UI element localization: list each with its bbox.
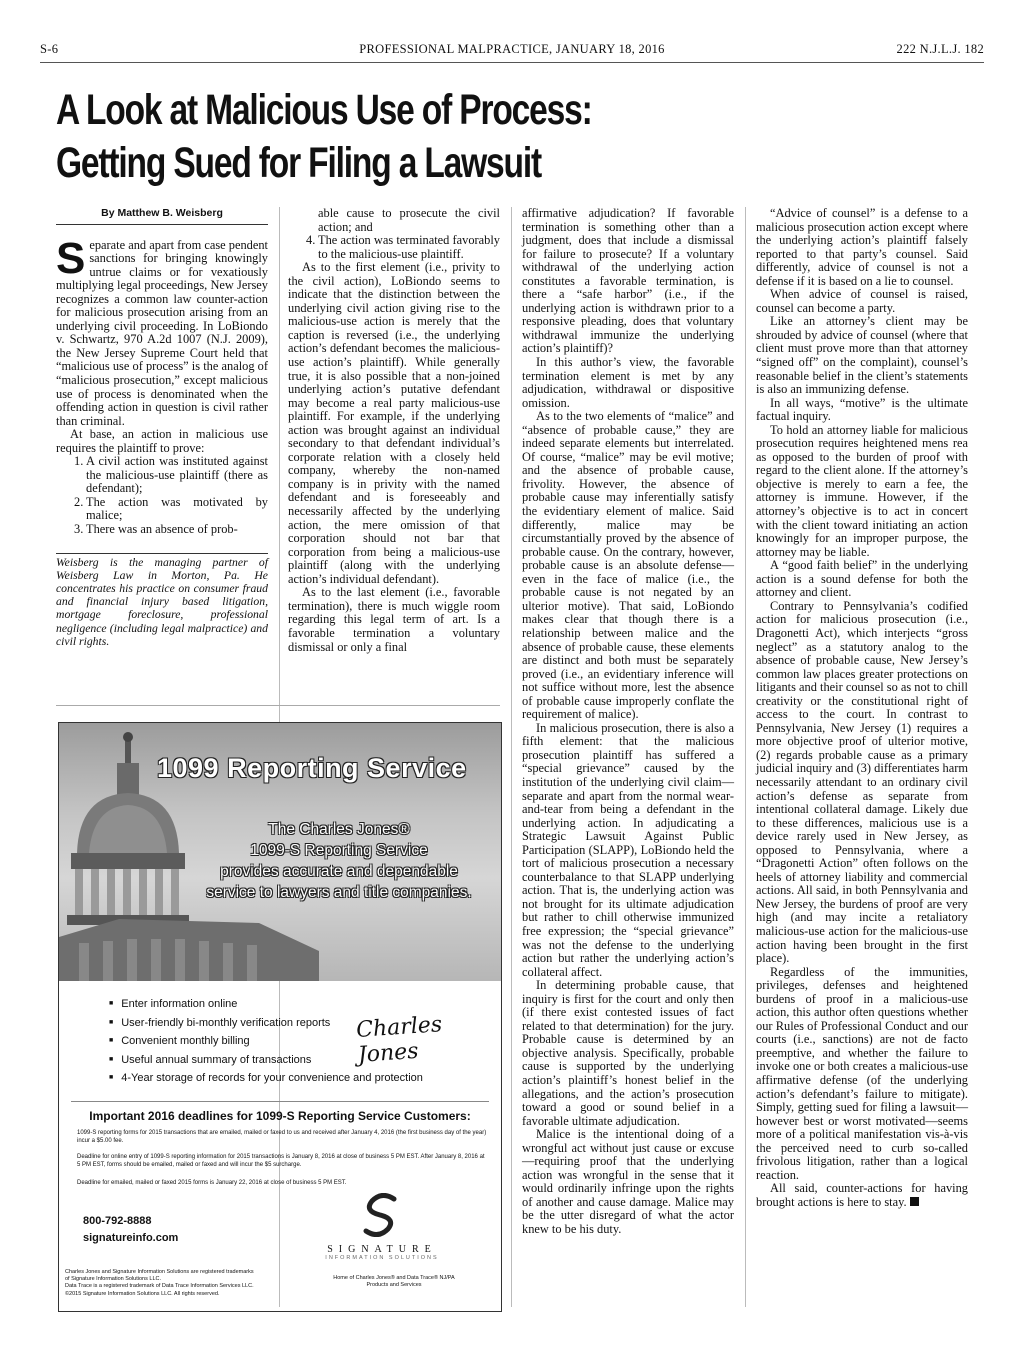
- signature-logo: [307, 1193, 457, 1261]
- logo-tagline: INFORMATION SOLUTIONS: [325, 1255, 439, 1261]
- article-paragraph: All said, counter-actions for having brought actions is here to stay.: [756, 1181, 968, 1209]
- article-paragraph: As to the last element (i.e., favorable termination), there is much wiggle room regarding this legal term of art. Is a favorable termination a voluntary dismissal or only a final: [288, 585, 500, 654]
- deadline-note: 1099-S reporting forms for 2015 transactions that are emailed, mailed or faxed to us and received after January 4, 2016 (the first business day of the year) incur a $5.00 fee.: [77, 1130, 487, 1144]
- ad-title: 1099 Reporting Service: [157, 753, 467, 783]
- elements-list: [56, 455, 268, 536]
- article-paragraph: To hold an attorney liable for malicious prosecution requires heightened mens rea as opposed to the burden of proof with regard to the client alone. If the attorney’s objective is merely to earn a fee, the attorney is immune. However, if the attorney’s objective is to act in concert with the client toward initiating an action knowingly for an improper purpose, the attorney may be liable.: [756, 422, 968, 559]
- publication-date: PROFESSIONAL MALPRACTICE, JANUARY 18, 2016: [359, 42, 665, 56]
- article-paragraph: Contrary to Pennsylvania’s codified action for malicious prosecution (i.e., Dragonetti Act), which interjects “gross neglect” as a statutory analog to the absence of probable cause, New Jersey’s common law places greater protections on litigants and their counsel so as not to chill creativity or the constitutional right of access to the court. In contrast to Pennsylvania, New Jersey (1) requires a more objective proof of ulterior motive, (2) regards probable cause as a primary judicial inquiry and (3) differentiates harm necessarily attendant to an ordinary civil action’s defense as separate from intentional collateral damage. Likely due to these differences, malicious use is a device rarely used in New Jersey, as opposed to Pennsylvania, where a “Dragonetti Action” often follows on the heels of attorney liability and commercial actions. All said, in both Pennsylvania and New Jersey, the burdens of proof are very high (and may incite a retaliatory malicious-use action for the malicious-use action having been brought in the first place).: [756, 598, 968, 966]
- drop-cap: S: [56, 233, 86, 283]
- article-column-1: [56, 207, 268, 648]
- list-item: ■ Useful annual summary of transactions: [109, 1051, 423, 1070]
- list-item: ■ 4-Year storage of records for your convenience and protection: [109, 1069, 423, 1088]
- bio-rule: [56, 553, 268, 554]
- advertisement[interactable]: [58, 722, 502, 1312]
- running-header: [40, 42, 984, 62]
- article-paragraph: “Advice of counsel” is a defense to a malicious prosecution action except where the underlying action’s plaintiff falsely reported to that party’s counsel. Said differently, advice of counsel is not a defense if it is based on a lie to counsel.: [756, 206, 968, 288]
- article-paragraph: A “good faith belief” in the underlying action is a sound defense for both the attorney and client.: [756, 558, 968, 600]
- ad-subtitle: The Charles Jones® 1099-S Reporting Service provides accurate and dependable service to lawyers and title companies.: [206, 821, 472, 901]
- article-paragraph: In malicious prosecution, there is also a fifth element: that the malicious prosecution plaintiff has suffered a “special grievance” caused by the institution of the underlying civil claim—separate and apart from the normal wear-and-tear from being a defendant in the underlying action. In adjudicating a Strategic Lawsuit Against Public Participation (SLAPP), LoBiondo held the tort of malicious prosecution a necessary counterbalance to that SLAPP underlying action. That is, the underlying action was not brought for its ultimate adjudication but rather to chill otherwise immunized free expression; the “special grievance” was not the defense to the underlying action but rather the underlying action’s collateral affect.: [522, 720, 734, 979]
- article-paragraph: affirmative adjudication? If favorable termination is something other than a judgment, does that include a dismissal for failure to prosecute? If a voluntary withdrawal of the underlying action constitutes a favorable termination, is there a “safe harbor” (i.e., if the underlying action is withdrawn prior to a responsive pleading, does that voluntary withdrawal immunize the underlying action’s plaintiff)?: [522, 206, 734, 356]
- legal-notice: Charles Jones and Signature Information Solutions are registered trademarks of Signature Information Solutions LLC. Data Trace is a registered trademark of Data Trace Information Services LLC. ©2015 Signature Information Solutions LLC. All rights reserved.: [65, 1269, 254, 1297]
- ad-rule: [71, 1101, 489, 1102]
- signature-s-logo-icon: [362, 1193, 402, 1237]
- author-bio: Weisberg is the managing partner of Weisberg Law in Morton, Pa. He concentrates his practice on consumer fraud and financial injury based litigation, mortgage foreclosure, professional negligence (including legal malpractice) and civil rights.: [56, 555, 268, 648]
- header-rule: [40, 62, 984, 63]
- website-link[interactable]: signatureinfo.com: [83, 1232, 179, 1244]
- signature: Charles Jones: [355, 1012, 443, 1068]
- column-rule: [745, 207, 746, 1307]
- article-paragraph: Malice is the intentional doing of a wrongful act without just cause or excuse—requiring proof that the underlying action was wrongful in the sense that it would ordinarily infringe upon the rights of another and cause damage. Malice may be the utter disregard of what the actor knew to be his duty.: [522, 1127, 734, 1237]
- article-paragraph: In this author’s view, the favorable termination element is met by any adjudication, withdrawal or dispositive omission.: [522, 355, 734, 410]
- list-item: 3. There was an absence of prob-: [74, 522, 238, 537]
- contact-block: [83, 1213, 178, 1247]
- article-paragraph: As to the first element (i.e., privity to the civil action), LoBiondo seems to indicate that the distinction between the underlying civil action giving rise to the malicious-use action is merely that the caption is reversed (i.e., the underlying action’s defendant becomes the malicious-use action’s plaintiff). While generally true, it is also possible that a non-joined underlying action’s putative defendant may become a real party malicious-use plaintiff. For example, if the underlying action was brought against an individual secondary to that defendant individual’s corporate relation with a closely held company, whereby the non-named company is in privity with the named defendant and is foreseeably and necessarily affected by the underlying action, the mere omission of that corporation should not bar that corporation from being a malicious-use plaintiff (along with the underlying action’s individual defendant).: [288, 260, 500, 586]
- deadline-note: Deadline for online entry of 1099-S reporting information for 2015 transactions is January 8, 2016 at close of business 5 PM EST. After January 8, 2016 at 5 PM EST, forms should be emailed, mailed or faxed and will incur the $5 surcharge.: [77, 1154, 485, 1168]
- deadline-note: Deadline for emailed, mailed or faxed 2015 forms is January 22, 2016 at close of business 5 PM EST.: [77, 1180, 347, 1186]
- column-rule: [511, 207, 512, 1307]
- article-column-4: [756, 207, 968, 1209]
- page-number: S-6: [40, 42, 59, 56]
- article-headline: A Look at Malicious Use of Process: Getting Sued for Filing a Lawsuit: [56, 86, 592, 187]
- list-item: 4. The action was terminated favorably to the malicious-use plaintiff.: [306, 233, 500, 261]
- article-paragraph: At base, an action in malicious use requires the plaintiff to prove:: [56, 427, 268, 455]
- article-paragraph: In determining probable cause, that inquiry is first for the court and only then (if there exist contested issues of fact related to that determination) for the jury. Probable cause is determined by an objective analysis. Specifically, probable cause is supported by the underlying action’s plaintiff’s honest belief in the allegations, and the action’s prosecution toward a good or sound belief in a favorable ultimate adjudication.: [522, 978, 734, 1128]
- list-item: 1. A civil action was instituted against the malicious-use plaintiff (there as defendant);: [74, 454, 268, 496]
- list-item: able cause to prosecute the civil action; and: [318, 206, 500, 234]
- list-item: ■ User-friendly bi-monthly verification reports: [109, 1014, 423, 1033]
- article-paragraph: Separate and apart from case pendent sanctions for bringing knowingly untrue claims or for vexatiously multiplying legal proceedings, New Jersey recognizes a common law counter-action for malicious prosecution arising from an underlying civil proceeding. In LoBiondo v. Schwartz, 970 A.2d 1007 (N.J. 2009), the New Jersey Supreme Court held that “malicious use of process” is the analog of “malicious prosecution,” except malicious use of process is denominated when the offending action in question is civil rather than criminal.: [56, 233, 268, 428]
- article-paragraph: Regardless of the immunities, privileges, defenses and heightened burdens of proof in a malicious-use action, this author often questions whether our Rules of Professional Conduct and our courts (i.e., sanctions) are not de facto preemptive, and whether the failure to invoke one or both creates a malicious-use affirmative defense (of the underlying action’s defendant’s failure to mitigate). Simply, getting sued for filing a lawsuit—however best or worst motivated—seems more of a political manifestation vis-à-vis the perceived need to curb so-called frivolous litigation, rather than a logical reaction.: [756, 964, 968, 1182]
- end-mark-icon: [910, 1197, 919, 1206]
- deadline-heading: Important 2016 deadlines for 1099-S Reporting Service Customers:: [89, 1109, 471, 1123]
- article-paragraph: When advice of counsel is raised, counsel can become a party.: [756, 287, 968, 315]
- list-item: ■ Convenient monthly billing: [109, 1032, 423, 1051]
- home-note: Home of Charles Jones® and Data Trace® NJ/PA Products and Services: [333, 1275, 455, 1289]
- byline: By Matthew B. Weisberg: [56, 207, 268, 225]
- list-item: 2. The action was motivated by malice;: [74, 494, 268, 523]
- article-column-2: [288, 207, 500, 654]
- article-paragraph: As to the two elements of “malice” and “absence of probable cause,” they are indeed separate elements but interrelated. Of course, “malice” may be evil motive; and the absence of probable cause, frivolity. However, the absence of probable cause may inferentially satisfy the evidentiary element of malice. Said differently, malice may be circumstantially proved by the absence of probable cause. On the contrary, however, probable cause is an absolute defense—even in the face of malice (i.e., the probable cause is not negated by an ulterior motive). That said, LoBiondo makes clear that though there is a relationship between malice and the absence of probable cause, these elements are distinct and both must be separately proved (i.e., an evidentiary inference will not suffice without more, lest the absence of probable cause improperly conflate the requirement of malice).: [522, 409, 734, 722]
- article-paragraph: In all ways, “motive” is the ultimate factual inquiry.: [756, 395, 968, 424]
- list-item: ■ Enter information online: [109, 995, 423, 1014]
- ad-separator-rule: [56, 705, 500, 706]
- capitol-dome-photo: [59, 723, 501, 981]
- logo-wordmark: SIGNATURE: [327, 1244, 437, 1255]
- elements-list-continued: [288, 207, 500, 261]
- phone-number[interactable]: 800-792-8888: [83, 1215, 152, 1227]
- article-paragraph: Like an attorney’s client may be shrouded by advice of counsel (where that client must prove more than that attorney “signed off” on the complaint), counsel’s reasonable belief in the client’s statements is also an immunizing defense.: [756, 314, 968, 397]
- article-column-3: [522, 207, 734, 1237]
- citation: 222 N.J.L.J. 182: [896, 42, 984, 56]
